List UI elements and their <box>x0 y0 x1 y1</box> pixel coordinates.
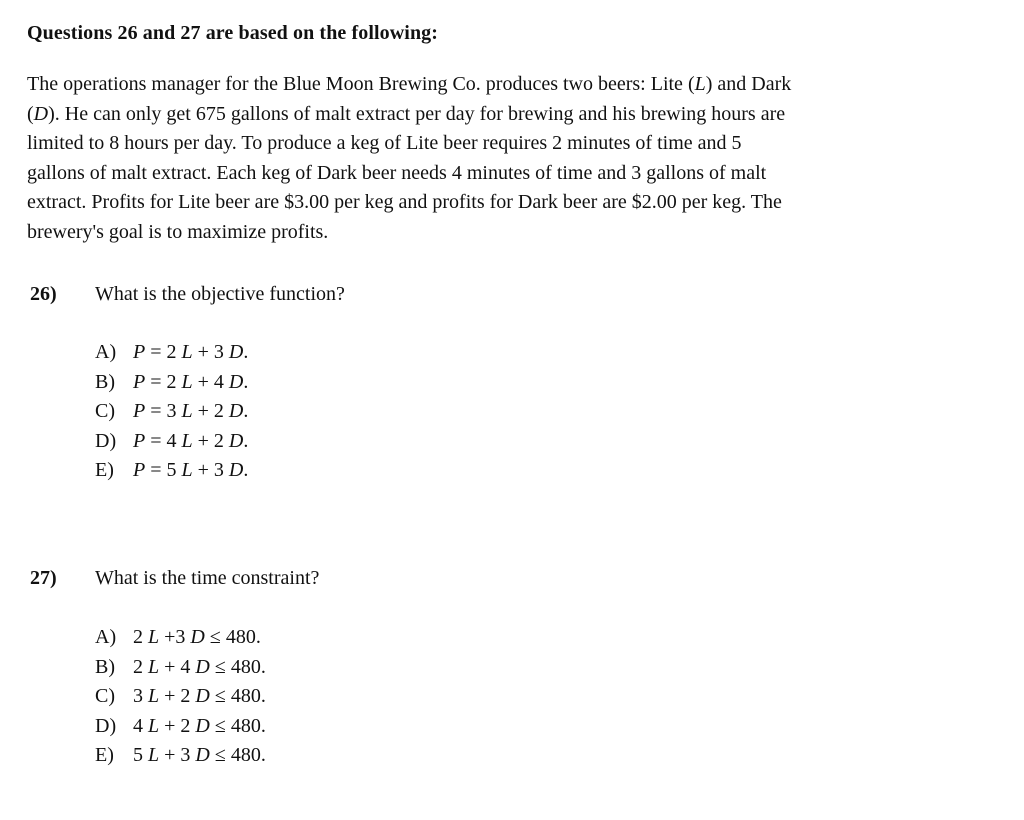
choice-26-d[interactable] <box>95 427 248 457</box>
question-27-text: What is the time constraint? <box>95 567 320 589</box>
choice-letter: D) <box>95 714 117 737</box>
choice-27-e[interactable] <box>95 741 266 771</box>
question-26-number: 26) <box>30 283 57 305</box>
choice-text: 2 L +3 D ≤ 480. <box>133 626 261 648</box>
question-27-choices <box>95 623 266 771</box>
question-26-text: What is the objective function? <box>95 283 345 305</box>
question-27-number: 27) <box>30 567 57 589</box>
passage-line: brewery's goal is to maximize profits. <box>27 220 329 243</box>
problem-passage <box>27 70 907 248</box>
choice-text: P = 4 L + 2 D. <box>133 429 249 452</box>
choice-26-c[interactable] <box>95 397 248 427</box>
choice-letter: E) <box>95 744 114 766</box>
choice-text: P = 2 L + 3 D. <box>133 341 249 363</box>
choice-letter: A) <box>95 626 117 648</box>
choice-text: P = 2 L + 4 D. <box>133 370 249 393</box>
passage-line: The operations manager for the Blue Moon Brewing Co. produces two beers: Lite (L) and Dark <box>27 73 792 95</box>
choice-letter: B) <box>95 370 115 393</box>
choice-26-b[interactable] <box>95 368 248 398</box>
choice-letter: C) <box>95 400 115 422</box>
choice-text: 5 L + 3 D ≤ 480. <box>133 744 266 766</box>
passage-line: limited to 8 hours per day. To produce a keg of Lite beer requires 2 minutes of time and 5 <box>27 132 742 155</box>
choice-26-a[interactable] <box>95 338 248 368</box>
choice-27-b[interactable] <box>95 653 266 683</box>
choice-26-e[interactable] <box>95 456 248 486</box>
passage-line: extract. Profits for Lite beer are $3.00 per keg and profits for Dark beer are $2.00 per keg. The <box>27 191 782 214</box>
choice-letter: C) <box>95 685 115 707</box>
choice-27-c[interactable] <box>95 682 266 712</box>
passage-line: (D). He can only get 675 gallons of malt extract per day for brewing and his brewing hours are <box>27 102 786 125</box>
choice-letter: E) <box>95 459 114 481</box>
choice-text: 3 L + 2 D ≤ 480. <box>133 685 266 707</box>
question-26-choices <box>95 338 248 486</box>
choice-text: 4 L + 2 D ≤ 480. <box>133 714 266 737</box>
choice-27-d[interactable] <box>95 712 266 742</box>
choice-27-a[interactable] <box>95 623 266 653</box>
choice-text: P = 3 L + 2 D. <box>133 400 249 422</box>
choice-letter: A) <box>95 341 117 363</box>
choice-text: 2 L + 4 D ≤ 480. <box>133 655 266 678</box>
section-heading: Questions 26 and 27 are based on the following: <box>27 22 439 44</box>
choice-text: P = 5 L + 3 D. <box>133 459 249 481</box>
choice-letter: B) <box>95 655 115 678</box>
passage-line: gallons of malt extract. Each keg of Dark beer needs 4 minutes of time and 3 gallons of malt <box>27 161 767 184</box>
choice-letter: D) <box>95 429 117 452</box>
